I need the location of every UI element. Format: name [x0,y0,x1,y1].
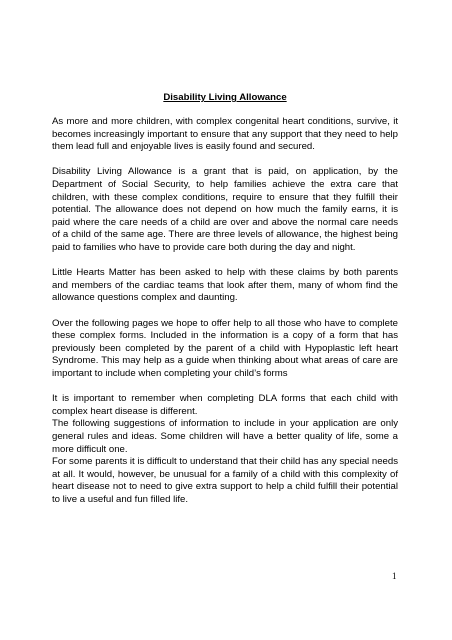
document-title: Disability Living Allowance [163,92,287,103]
page-number: 1 [392,571,397,581]
little-hearts-matter-paragraph: Little Hearts Matter has been asked to help with these claims by both parents and members of the cardiac teams that look after them, many of whom find the allowance questions complex and daunting. [52,267,398,304]
each-child-different-paragraph: It is important to remember when completing DLA forms that each child with complex heart disease is different. [52,393,398,417]
intro-paragraph: As more and more children, with complex congenital heart conditions, survive, it becomes increasingly important to ensure that any support that they need to help them lead full and enjoyable lives is easily found and secured. [52,116,398,153]
allowance-description-paragraph: Disability Living Allowance is a grant that is paid, on application, by the Department of Social Security, to help families achieve the extra care that children, with these complex conditions, require to ensure that they fulfill their potential. The allowance does not depend on how much the family earns, it is paid where the care needs of a child are over and above the normal care needs of a child of the same age. There are three levels of allowance, the highest being paid to families who have to provide care both during the day and night. [52,166,398,254]
general-rules-paragraph: The following suggestions of information to include in your application are only general rules and ideas. Some children will have a better quality of life, some a more difficult one. [52,418,398,455]
document-body [52,92,398,519]
special-needs-paragraph: For some parents it is difficult to understand that their child has any special needs at all. It would, however, be unusual for a family of a child with this complexity of heart disease not to need to give extra support to help a child fulfill their potential to live a useful and fun filled life. [52,456,398,505]
forms-help-paragraph: Over the following pages we hope to offer help to all those who have to complete these complex forms. Included in the information is a copy of a form that has previously been completed by the parent of a child with Hypoplastic left heart Syndrome. This may help as a guide when thinking about what areas of care are important to include when completing your child’s forms [52,317,398,379]
